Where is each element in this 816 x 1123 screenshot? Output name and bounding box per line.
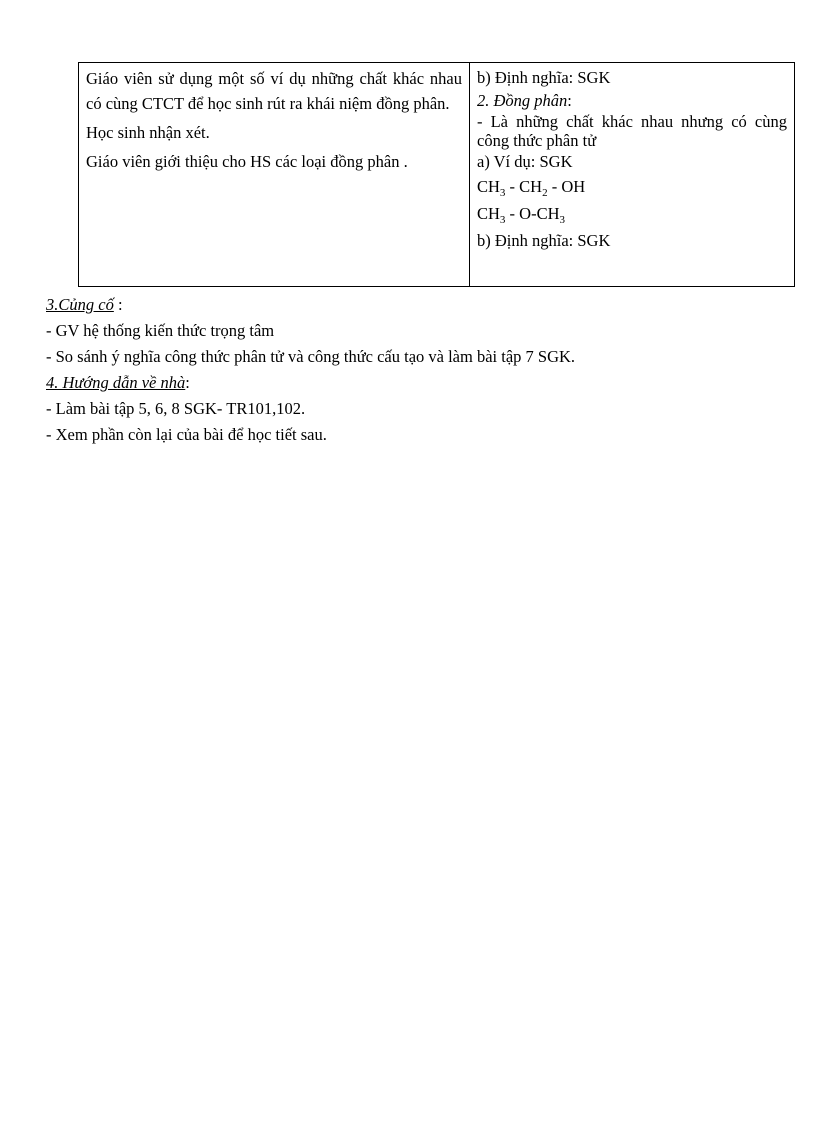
left-paragraph: Giáo viên sử dụng một số ví dụ những chất khác nhau có cùng CTCT để học sinh rút ra khái niệm đồng phân. bbox=[86, 69, 462, 113]
section-heading-colon: : bbox=[567, 91, 572, 110]
section-3-title: 3.Củng cố bbox=[46, 295, 114, 314]
formula-ethanol bbox=[477, 173, 787, 200]
section-4-suffix: : bbox=[185, 373, 190, 392]
table-row bbox=[79, 63, 795, 287]
formula-part: - OH bbox=[547, 177, 586, 196]
example-line: a) Ví dụ: SGK bbox=[477, 152, 573, 171]
lesson-table bbox=[78, 62, 795, 287]
formula-dimethyl-ether bbox=[477, 200, 787, 227]
formula-part: CH bbox=[477, 177, 500, 196]
isomer-description: - Là những chất khác nhau nhưng có cùng công thức phân tử bbox=[477, 112, 787, 150]
section-3-suffix: : bbox=[113, 295, 123, 314]
definition-line: b) Định nghĩa: SGK bbox=[477, 231, 611, 250]
section-4-heading bbox=[46, 370, 766, 396]
formula-subscript: 2 bbox=[542, 187, 548, 199]
section-4-title: 4. Hướng dẫn về nhà bbox=[46, 373, 186, 392]
formula-part: - O-CH bbox=[505, 204, 560, 223]
list-item: - GV hệ thống kiến thức trọng tâm bbox=[46, 321, 275, 340]
list-item: - So sánh ý nghĩa công thức phân tử và công thức cấu tạo và làm bài tập 7 SGK. bbox=[46, 347, 576, 366]
definition-line: b) Định nghĩa: SGK bbox=[477, 68, 611, 87]
section-heading-text: 2. Đồng phân bbox=[477, 91, 568, 110]
formula-part: - CH bbox=[505, 177, 543, 196]
teacher-activity-cell bbox=[79, 63, 470, 287]
section-3-heading bbox=[46, 292, 766, 318]
formula-subscript: 3 bbox=[559, 214, 565, 226]
section-heading bbox=[477, 89, 787, 112]
left-paragraph: Học sinh nhận xét. bbox=[86, 123, 210, 142]
list-item: - Xem phần còn lại của bài để học tiết sau. bbox=[46, 425, 327, 444]
content-cell bbox=[470, 63, 795, 287]
lesson-wrapup bbox=[46, 292, 766, 448]
formula-subscript: 3 bbox=[499, 214, 506, 226]
formula-part: CH bbox=[477, 204, 500, 223]
left-paragraph: Giáo viên giới thiệu cho HS các loại đồng phân . bbox=[86, 152, 408, 171]
list-item: - Làm bài tập 5, 6, 8 SGK- TR101,102. bbox=[46, 399, 306, 418]
formula-subscript: 3 bbox=[499, 187, 506, 199]
